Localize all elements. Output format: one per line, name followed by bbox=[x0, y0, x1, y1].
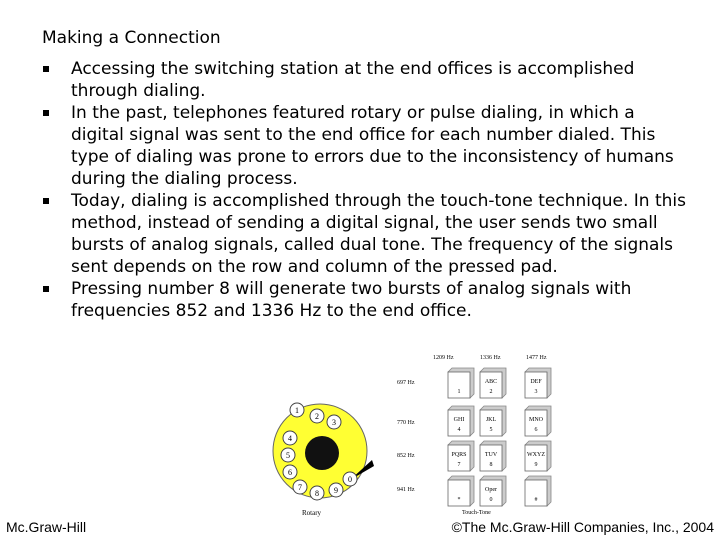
footer-publisher: Mc.Graw-Hill bbox=[6, 519, 87, 535]
slide-title: Making a Connection bbox=[42, 28, 221, 48]
key-digit: 8 bbox=[489, 462, 493, 468]
square-bullet-icon bbox=[43, 110, 49, 116]
rotary-hole bbox=[283, 465, 297, 479]
key-digit: 9 bbox=[534, 462, 538, 468]
rotary-digit: 6 bbox=[288, 468, 292, 477]
key-digit: 7 bbox=[457, 462, 461, 468]
touch-tone-keypad bbox=[397, 355, 551, 516]
dialing-figure bbox=[270, 348, 570, 543]
bullet-text: Today, dialing is accomplished through the touch-tone technique. In this method, instead of sending a digital signal, the user sends two small bursts of analog signals, called dual tone. The frequency of the signals sent depends on the row and column of the pressed pad. bbox=[71, 191, 686, 277]
footer-copyright: ©The Mc.Graw-Hill Companies, Inc., 2004 bbox=[451, 519, 714, 535]
rotary-digit: 4 bbox=[288, 434, 292, 443]
bullet-text: Accessing the switching station at the end offices is accomplished through dialing. bbox=[71, 59, 635, 101]
keypad-key bbox=[480, 441, 506, 471]
keypad-key bbox=[480, 406, 506, 436]
keypad-key bbox=[448, 476, 474, 506]
key-digit: 0 bbox=[489, 497, 493, 503]
rotary-digit: 2 bbox=[315, 412, 319, 421]
keypad-key bbox=[448, 368, 474, 398]
bullet-item bbox=[40, 102, 690, 190]
key-letters: MNO bbox=[528, 417, 544, 423]
rotary-hole bbox=[310, 486, 324, 500]
keypad-key bbox=[480, 476, 506, 506]
bullet-list bbox=[40, 58, 690, 322]
bullet-text: In the past, telephones featured rotary or pulse dialing, in which a digital signal was sent to the end office for each number dialed. This type of dialing was prone to errors due to the inconsistency of humans during the dialing process. bbox=[71, 103, 674, 189]
square-bullet-icon bbox=[43, 198, 49, 204]
keypad-key bbox=[480, 368, 506, 398]
key-digit: 1 bbox=[457, 389, 461, 395]
key-digit: 2 bbox=[489, 389, 493, 395]
rotary-hole bbox=[293, 480, 307, 494]
keypad-key bbox=[448, 406, 474, 436]
key-letters: DEF bbox=[530, 379, 542, 385]
key-digit: 3 bbox=[534, 389, 538, 395]
rotary-dial bbox=[273, 403, 374, 517]
key-letters: WXYZ bbox=[527, 452, 545, 458]
bullet-item bbox=[40, 190, 690, 278]
rotary-digit: 5 bbox=[286, 451, 290, 460]
keypad-key bbox=[525, 476, 551, 506]
key-digit: 4 bbox=[457, 427, 461, 433]
square-bullet-icon bbox=[43, 286, 49, 292]
rotary-hole bbox=[327, 415, 341, 429]
rotary-hole bbox=[290, 403, 304, 417]
rotary-digit: 9 bbox=[334, 486, 338, 495]
key-letters: TUV bbox=[484, 452, 498, 458]
row-freq-label: 852 Hz bbox=[397, 453, 415, 459]
key-letters: JKL bbox=[485, 417, 497, 423]
keypad-key bbox=[525, 441, 551, 471]
key-digit: 5 bbox=[489, 427, 493, 433]
keypad-key bbox=[448, 441, 474, 471]
touch-tone-caption: Touch-Tone bbox=[462, 510, 491, 516]
rotary-hole bbox=[281, 448, 295, 462]
square-bullet-icon bbox=[43, 66, 49, 72]
column-freq-label: 1477 Hz bbox=[526, 355, 547, 361]
bullet-item bbox=[40, 58, 690, 102]
key-digit: # bbox=[534, 497, 538, 503]
rotary-digit: 7 bbox=[298, 483, 302, 492]
bullet-item bbox=[40, 278, 690, 322]
rotary-digit: 8 bbox=[315, 489, 319, 498]
keypad-key bbox=[525, 368, 551, 398]
row-freq-label: 697 Hz bbox=[397, 380, 415, 386]
column-freq-label: 1336 Hz bbox=[480, 355, 501, 361]
row-freq-label: 941 Hz bbox=[397, 487, 415, 493]
keypad-key bbox=[525, 406, 551, 436]
rotary-hole bbox=[343, 472, 357, 486]
key-letters: ABC bbox=[484, 379, 498, 385]
key-grid bbox=[448, 368, 551, 506]
rotary-hole bbox=[283, 431, 297, 445]
key-digit: * bbox=[457, 497, 461, 503]
rotary-digit: 3 bbox=[332, 418, 336, 427]
bullet-text: Pressing number 8 will generate two bursts of analog signals with frequencies 852 and 1336 Hz to the end office. bbox=[71, 279, 632, 321]
rotary-digit: 0 bbox=[348, 475, 352, 484]
rotary-caption: Rotary bbox=[302, 509, 322, 517]
column-freq-label: 1209 Hz bbox=[433, 355, 454, 361]
key-letters: PQRS bbox=[451, 452, 467, 458]
key-letters: Oper bbox=[485, 487, 497, 493]
rotary-dial-hub bbox=[305, 436, 339, 470]
row-freq-label: 770 Hz bbox=[397, 420, 415, 426]
key-digit: 6 bbox=[534, 427, 538, 433]
rotary-hole bbox=[329, 483, 343, 497]
key-letters: GHI bbox=[453, 417, 465, 423]
rotary-digit: 1 bbox=[295, 406, 299, 415]
rotary-hole bbox=[310, 409, 324, 423]
